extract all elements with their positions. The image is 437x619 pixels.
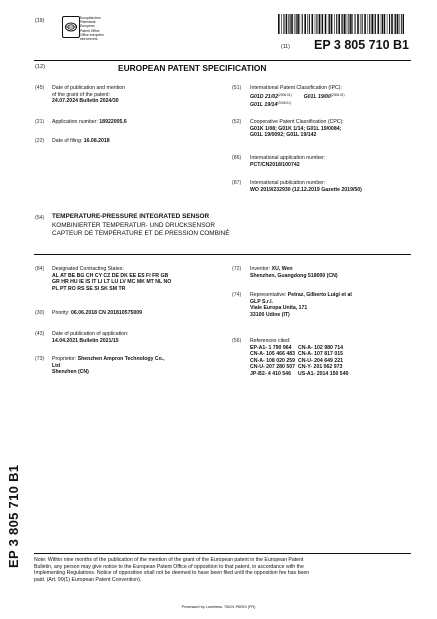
note-line: Implementing Regulations. Notice of opposition shall not be deemed to have been filed until the opposition fee has been <box>34 570 310 577</box>
barcode-bar <box>338 14 340 34</box>
title-german: KOMBINIERTER TEMPERATUR- UND DRUCKSENSOR <box>52 221 215 229</box>
barcode-bar <box>294 14 295 34</box>
ipc-block <box>250 85 410 109</box>
priority-label: Priority: <box>52 310 72 316</box>
filing-date-label: Date of filing: <box>52 138 84 144</box>
reference-item: JP-B2- 4 410 546 <box>250 370 291 377</box>
barcode-bar <box>290 14 291 34</box>
barcode-bar <box>307 14 308 34</box>
barcode-bar <box>369 14 370 34</box>
inventor-name: XU, Wen <box>271 266 293 272</box>
references-label: References cited: <box>250 338 291 344</box>
intl-publication-value: WO 2019/232930 (12.12.2019 Gazette 2019/50) <box>250 186 362 193</box>
barcode-bar <box>347 14 348 34</box>
printer-line: Processed by Luminess, 75001 PARIS (FR) <box>181 605 256 609</box>
reference-item: CN-A- 108 020 259 <box>250 357 295 364</box>
intl-application-value: PCT/CN2018/100742 <box>250 161 300 168</box>
barcode-bar <box>391 14 393 34</box>
barcode-bar <box>389 14 390 34</box>
ipc-version: (2006.01) <box>330 92 345 97</box>
proprietor-label: Proprietor: <box>52 356 78 362</box>
barcode-bar <box>348 14 349 34</box>
application-publication-value: 14.04.2021 Bulletin 2021/15 <box>52 337 119 344</box>
reference-item: US-A1- 2014 150 540 <box>298 370 349 377</box>
barcode-bar <box>312 14 314 34</box>
ipc-code: G01L 19/00 <box>303 93 331 100</box>
field-code-73: (73) <box>35 356 45 362</box>
references-block <box>250 338 350 378</box>
title-english: TEMPERATURE-PRESSURE INTEGRATED SENSOR <box>52 213 210 220</box>
designated-states-line: AL AT BE BG CH CY CZ DE DK EE ES FI FR GB <box>52 272 169 279</box>
reference-item: CN-U- 204 649 221 <box>298 357 343 364</box>
barcode-bar <box>309 14 310 34</box>
intl-application-label: International application number: <box>250 155 326 161</box>
application-publication-label: Date of publication of application: <box>52 331 129 337</box>
representative-block <box>250 292 352 318</box>
representative-address: Viale Europa Unita, 171 <box>250 305 308 312</box>
application-number <box>52 119 127 126</box>
office-line: European <box>80 24 95 29</box>
barcode-bar <box>381 14 382 34</box>
intl-publication-label: International publication number: <box>250 180 326 186</box>
field-code-84: (84) <box>35 266 45 272</box>
office-name-block <box>80 16 120 41</box>
cpc-block <box>250 119 415 139</box>
designated-states-block <box>52 266 171 292</box>
field-code-12: (12) <box>35 64 45 70</box>
barcode-bar <box>328 14 329 34</box>
barcode-bar <box>341 14 342 34</box>
epo-logo-icon <box>62 16 80 38</box>
barcode-bar <box>329 14 330 34</box>
ipc-version: (2006.01) <box>277 92 292 97</box>
barcode-bar <box>362 14 363 34</box>
barcode-bar <box>400 14 401 34</box>
barcode-bar <box>360 14 361 34</box>
barcode-bar <box>296 14 297 34</box>
grant-date-label: of the grant of the patent: <box>52 91 110 98</box>
note-line: Bulletin, any person may give notice to the European Patent Office of opposition to that patent, in accordance with the <box>34 563 304 570</box>
field-code-56: (56) <box>232 338 242 344</box>
intl-application-block <box>250 155 325 168</box>
reference-item: CN-A- 102 980 714 <box>298 344 343 351</box>
note-line: paid. (Art. 99(1) European Patent Convention). <box>34 576 142 583</box>
field-code-22: (22) <box>35 138 45 144</box>
side-publication-number: EP 3 805 710 B1 <box>6 464 21 568</box>
office-line: Patentamt <box>80 20 96 25</box>
barcode-bar <box>302 14 303 34</box>
field-code-11: (11) <box>281 44 290 50</box>
representative-city: 33100 Udine (IT) <box>250 311 290 318</box>
office-line: des brevets <box>80 37 98 42</box>
application-number-label: Application number: <box>52 119 100 125</box>
note-line: Note: Within nine months of the publication of the mention of the grant of the European patent in the European Patent <box>34 557 304 563</box>
barcode-bar <box>378 14 380 34</box>
barcode-bar <box>281 14 282 34</box>
barcode-bar <box>325 14 327 34</box>
publication-number: EP 3 805 710 B1 <box>314 38 409 52</box>
field-code-72: (72) <box>232 266 242 272</box>
filing-date <box>52 138 110 145</box>
field-code-86: (86) <box>232 155 242 161</box>
barcode-bar <box>321 14 322 34</box>
barcode-bar <box>394 14 395 34</box>
ipc-version: (2006.01) <box>277 101 291 106</box>
ipc-code: G01L 19/14 <box>250 102 278 109</box>
barcode-bar <box>355 14 356 34</box>
divider <box>34 60 411 61</box>
barcode-bar <box>387 14 388 34</box>
field-code-52: (52) <box>232 119 242 125</box>
field-code-43: (43) <box>35 331 45 337</box>
proprietor-name: Ltd <box>52 362 61 369</box>
barcode-bar <box>395 14 396 34</box>
barcode-bar <box>316 14 317 34</box>
barcode-bar <box>397 14 399 34</box>
proprietor-name: Shenzhen Ampron Technology Co., <box>77 356 165 362</box>
barcode-bar <box>283 14 284 34</box>
barcode-bar <box>291 14 293 34</box>
representative-firm: GLP S.r.l. <box>250 298 273 305</box>
barcode-bar <box>375 14 376 34</box>
title-french: CAPTEUR DE TEMPÉRATURE ET DE PRESSION COMBINÉ <box>52 230 230 237</box>
reference-item: CN-U- 207 280 507 <box>250 364 295 371</box>
grant-date-block <box>52 85 125 105</box>
grant-date-label: Date of publication and mention <box>52 85 125 91</box>
title-block <box>52 213 230 239</box>
barcode-bar <box>371 14 373 34</box>
barcode-bar <box>336 14 337 34</box>
reference-item: CN-Y- 201 062 973 <box>298 364 343 371</box>
barcode-bar <box>304 14 306 34</box>
field-code-45: (45) <box>35 85 45 91</box>
ipc-label: International Patent Classification (IPC): <box>250 85 342 91</box>
barcode-bar <box>297 14 299 34</box>
priority-value: 06.06.2018 CN 201810575009 <box>71 310 142 316</box>
field-code-87: (87) <box>232 180 242 186</box>
opposition-note <box>34 557 414 583</box>
inventor-label: Inventor: <box>250 266 272 272</box>
barcode-bar <box>315 14 316 34</box>
proprietor-location: Shenzhen (CN) <box>52 369 89 376</box>
office-line: Europäisches <box>80 16 101 20</box>
field-code-30: (30) <box>35 310 45 316</box>
barcode-bar <box>286 14 288 34</box>
barcode-bar <box>342 14 343 34</box>
designated-states-label: Designated Contracting States: <box>52 266 124 272</box>
field-code-51: (51) <box>232 85 242 91</box>
barcode-bar <box>374 14 375 34</box>
cpc-codes: G01L 19/0092; G01L 19/142 <box>250 132 317 139</box>
barcode-bar <box>403 14 404 34</box>
barcode-bar <box>364 14 366 34</box>
field-code-54: (54) <box>35 215 45 221</box>
barcode-bar <box>384 14 386 34</box>
barcode-bar <box>344 14 346 34</box>
inventor-block <box>250 266 338 279</box>
inventor-address: Shenzhen, Guangdong 518000 (CN) <box>250 272 338 279</box>
barcode-bar <box>331 14 333 34</box>
representative-label: Representative: <box>250 292 288 298</box>
barcode-bar <box>350 14 352 34</box>
grant-date-value: 24.07.2024 Bulletin 2024/30 <box>52 98 119 105</box>
office-line: Patent Office <box>80 28 100 33</box>
barcode-bar <box>288 14 289 34</box>
ipc-code: G01D 21/02 <box>250 93 278 100</box>
barcode-bar <box>322 14 323 34</box>
barcode-bar <box>401 14 402 34</box>
cpc-codes: G01K 1/08; G01K 1/14; G01L 19/0084; <box>250 125 342 132</box>
field-code-21: (21) <box>35 119 45 125</box>
application-publication-block <box>52 331 128 344</box>
cpc-label: Cooperative Patent Classification (CPC): <box>250 119 344 125</box>
barcode-bar <box>382 14 383 34</box>
intl-publication-block <box>250 180 415 193</box>
barcode-bar <box>278 14 280 34</box>
barcode-bar <box>368 14 369 34</box>
barcode-bar <box>352 14 353 34</box>
divider <box>34 553 411 554</box>
proprietor-block <box>52 356 165 376</box>
reference-item: CN-A- 107 817 015 <box>298 351 343 358</box>
references-grid <box>250 345 350 378</box>
barcode-bar <box>357 14 359 34</box>
field-code-74: (74) <box>232 292 242 298</box>
barcode-bar <box>319 14 321 34</box>
reference-item: EP-A1- 1 790 964 <box>250 344 292 351</box>
document-type-title: EUROPEAN PATENT SPECIFICATION <box>118 63 267 73</box>
priority <box>52 310 142 317</box>
barcode-icon <box>278 14 404 34</box>
barcode-bar <box>300 14 301 34</box>
divider <box>34 254 411 255</box>
reference-item: CN-A- 105 466 483 <box>250 351 295 358</box>
application-number-value: 18922005.6 <box>99 119 127 125</box>
field-code-19: (19) <box>35 18 45 24</box>
designated-states-line: GR HR HU IE IS IT LI LT LU LV MC MK MT NL NO <box>52 279 172 286</box>
filing-date-value: 16.08.2018 <box>83 138 110 144</box>
representative-name: Petraz, Gilberto Luigi et al <box>287 292 352 298</box>
designated-states-line: PL PT RO RS SE SI SK SM TR <box>52 285 126 292</box>
barcode-bar <box>334 14 335 34</box>
office-line: Office européen <box>80 32 105 37</box>
